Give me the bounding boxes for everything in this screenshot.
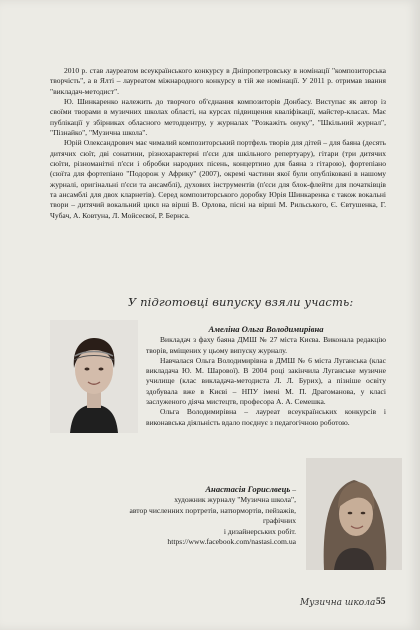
page-number: 55 xyxy=(376,597,386,607)
editor-name: Амеліна Ольга Володимирівна xyxy=(208,324,324,334)
bio-paragraph: 2010 р. став лауреатом всеукраїнського конкурсу в Дніпропетровську в номінації "композиторська творчість", а в Ялті – лауреатом міжнародного конкурсу в тій же номінації. У 2011 р. отримав звання "викладач-методист". xyxy=(50,66,386,96)
artist-line: автор численних портретів, натюрмортів, пейзажів, графічних xyxy=(129,505,296,526)
contributors-heading: У підготовці випуску взяли участь: xyxy=(128,295,354,309)
artist-name: Анастасія Горислвець xyxy=(205,484,291,494)
artist-name-dash: – xyxy=(290,485,296,494)
editor-portrait xyxy=(50,320,138,433)
bio-paragraph: Ю. Шинкаренко належить до творчого об'єднання композиторів Донбасу. Виступає як автор із своїми творами в музичних школах області, на курсах підвищення кваліфікації, майстер-класах. Має публікації у збірниках обласного методцентру, у журналах "Розкажіть онуку", "Шкільний журнал", "Пізнайко", "Музична школа". xyxy=(50,97,386,138)
bio-paragraph: Юрій Олександрович має чималий композиторський портфель творів для дітей – для баяна (десять дитячих сюїт, дві сонатини, різнохарактерні п'єси для шкільного репертуару), гітари (три дитячих сюїти, різноманітні п'єси і обробки народних пісень, концертино для баяна з гітарою), фортепіано (сюїта для фортепіано "Подорож у Африку" (2007), окремі частини якої були опубліковані в нашому журналі, оригінальні п'єси та ансамблі), духових інструментів (п'єси для блок-флейти для початківців та ансамблі для двох кларнетів). Серед композиторського доробку Юрія Шинкаренка є також вокальні твори – дитячий вокальний цикл на вірші В. Орлова, пісні на вірші М. Рильського, Є. Євтушенка, Г. Чубач, А. Ковтуна, Л. Мойсеєвої, Р. Бернса. xyxy=(50,138,386,220)
editor-paragraph: Ольга Володимирівна – лауреат всеукраїнських конкурсів і виконавська діяльність вдало поєднує з педагогічною роботою. xyxy=(146,407,386,427)
artist-link[interactable]: https://www.facebook.com/nastasi.com.ua xyxy=(167,537,296,547)
journal-title: Музична школа xyxy=(300,598,376,608)
artist-credit xyxy=(96,484,296,547)
editor-paragraph: Викладач з фаху баяна ДМШ № 27 міста Києва. Виконала редакцію творів, вміщених у цьому випуску журналу. xyxy=(146,335,386,355)
artist-line: і дизайнерських робіт. xyxy=(223,526,296,536)
composer-biography xyxy=(50,66,386,221)
editor-bio xyxy=(146,324,386,428)
editor-paragraph: Навчалася Ольга Володимирівна в ДМШ № 6 міста Луганська (клас викладача Ю. М. Шарової). В 2004 році закінчила Луганське музичне училище (клас викладача-методиста Л. Л. Бурих), а пізніше освіту здобувала вже в Києві – НПУ імені М. П. Драгоманова, у класі заслуженого діяча мистецтв, професора А. А. Семешка. xyxy=(146,355,386,407)
artist-portrait xyxy=(306,458,402,570)
artist-line: художник журналу "Музична школа", xyxy=(174,495,296,505)
